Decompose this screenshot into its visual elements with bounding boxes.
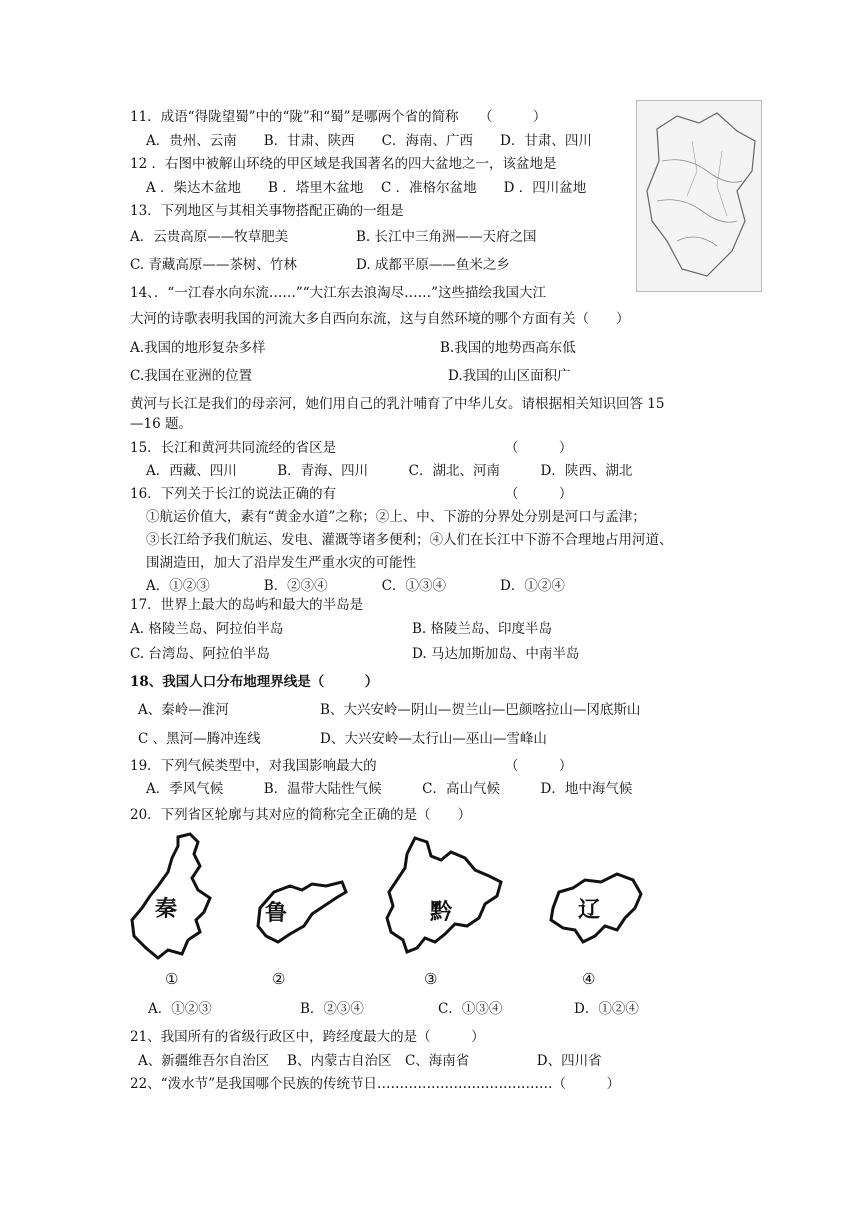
q13-option-d: D. 成都平原——鱼米之乡 [356, 257, 510, 273]
shape-label-qian: 黔 [430, 900, 453, 925]
q19-stem: 19．下列气候类型中，对我国影响最大的 （ ） [130, 758, 573, 774]
q16-options: A．①②③ B．②③④ C．①③④ D．①②④ [146, 578, 565, 594]
q18-option-b: B、大兴安岭—阴山—贺兰山—巴颜喀拉山—冈底斯山 [320, 702, 641, 718]
q20-option-d: D．①②④ [574, 1001, 639, 1017]
shape-label-lu: 鲁 [265, 901, 288, 926]
q15-options: A．西藏、四川 B．青海、四川 C．湖北、河南 D．陕西、湖北 [146, 463, 633, 479]
shape-number-3: ③ [424, 970, 438, 988]
q17-stem: 17．世界上最大的岛屿和最大的半岛是 [130, 597, 364, 613]
q19-options: A．季风气候 B．温带大陆性气候 C．高山气候 D．地中海气候 [146, 781, 633, 797]
q14-option-a: A.我国的地形复杂多样 [130, 340, 266, 356]
q20-stem: 20．下列省区轮廓与其对应的简称完全正确的是（ ） [130, 807, 472, 823]
q20-option-b: B．②③④ [300, 1001, 364, 1017]
q17-option-c: C. 台湾岛、阿拉伯半岛 [130, 646, 270, 662]
q13-option-b: B. 长江中三角洲——天府之国 [356, 229, 537, 245]
q13-stem: 13．下列地区与其相关事物搭配正确的一组是 [130, 203, 404, 219]
china-west-map-figure [636, 100, 762, 292]
shape-number-2: ② [272, 970, 286, 988]
map-outline-icon [637, 101, 761, 291]
q21-stem: 21、我国所有的省级行政区中，跨经度最大的是（ ） [130, 1029, 485, 1045]
q16-stem: 16．下列关于长江的说法正确的有 （ ） [130, 486, 573, 502]
q14-option-c: C.我国在亚洲的位置 [130, 368, 253, 384]
q16-statement-line3: 围湖造田，加大了沿岸发生严重水灾的可能性 [146, 555, 416, 571]
q16-statement-line2: ③长江给予我们航运、发电、灌溉等诸多便利；④人们在长江中下游不合理地占用河道、 [146, 532, 673, 548]
shape-label-liao: 辽 [578, 898, 601, 923]
intro-line1: 黄河与长江是我们的母亲河，她们用自己的乳汁哺育了中华儿女。请根据相关知识回答 15 [130, 396, 665, 412]
shape-number-1: ① [165, 970, 179, 988]
q22-stem: 22、“泼水节”是我国哪个民族的传统节日…………………………………（ ） [130, 1076, 620, 1092]
q14-option-d: D.我国的山区面积广 [448, 368, 571, 384]
q12-stem: 12 ．右图中被解山环绕的甲区域是我国著名的四大盆地之一，该盆地是 [130, 156, 557, 172]
q20-option-c: C．①③④ [438, 1001, 503, 1017]
q17-option-d: D. 马达加斯加岛、中南半岛 [412, 646, 580, 662]
q13-option-a: A．云贵高原——牧草肥美 [130, 229, 289, 245]
q14-option-b: B.我国的地势西高东低 [440, 340, 576, 356]
q20-option-a: A．①②③ [148, 1001, 212, 1017]
q18-option-c: C 、黑河—腾冲连线 [138, 731, 261, 747]
q16-statement-line1: ①航运价值大，素有“黄金水道”之称；②上、中、下游的分界处分别是河口与孟津； [146, 509, 646, 525]
q15-stem: 15．长江和黄河共同流经的省区是 （ ） [130, 440, 573, 456]
q18-option-a: A、秦岭—淮河 [138, 702, 229, 718]
q12-options: A ．柴达木盆地 B ．塔里木盆地 C ．准格尔盆地 D ．四川盆地 [146, 180, 587, 196]
shape-number-4: ④ [582, 970, 596, 988]
q13-option-c: C. 青藏高原——茶树、竹林 [130, 257, 297, 273]
q11-options: A．贵州、云南 B．甘肃、陕西 C．海南、广西 D．甘肃、四川 [146, 133, 592, 149]
intro-line2: —16 题。 [130, 416, 192, 432]
q18-stem: 18、我国人口分布地理界线是（ ） [130, 674, 379, 690]
q14-stem-line1: 14、．“一江春水向东流……”“大江东去浪淘尽……”这些描绘我国大江 [130, 285, 547, 301]
q11-stem: 11．成语“得陇望蜀”中的“陇”和“蜀”是哪两个省的简称 （ ） [130, 109, 547, 125]
q17-option-b: B. 格陵兰岛、印度半岛 [412, 621, 553, 637]
q17-option-a: A. 格陵兰岛、阿拉伯半岛 [130, 621, 284, 637]
q18-option-d: D、大兴安岭—太行山—巫山—雪峰山 [320, 731, 547, 747]
shape-label-qin: 秦 [155, 897, 178, 922]
q21-options: A、新疆维吾尔自治区 B、内蒙古自治区 C、海南省 D、四川省 [138, 1053, 602, 1069]
q14-stem-line2: 大河的诗歌表明我国的河流大多自西向东流，这与自然环境的哪个方面有关（ ） [130, 311, 630, 327]
